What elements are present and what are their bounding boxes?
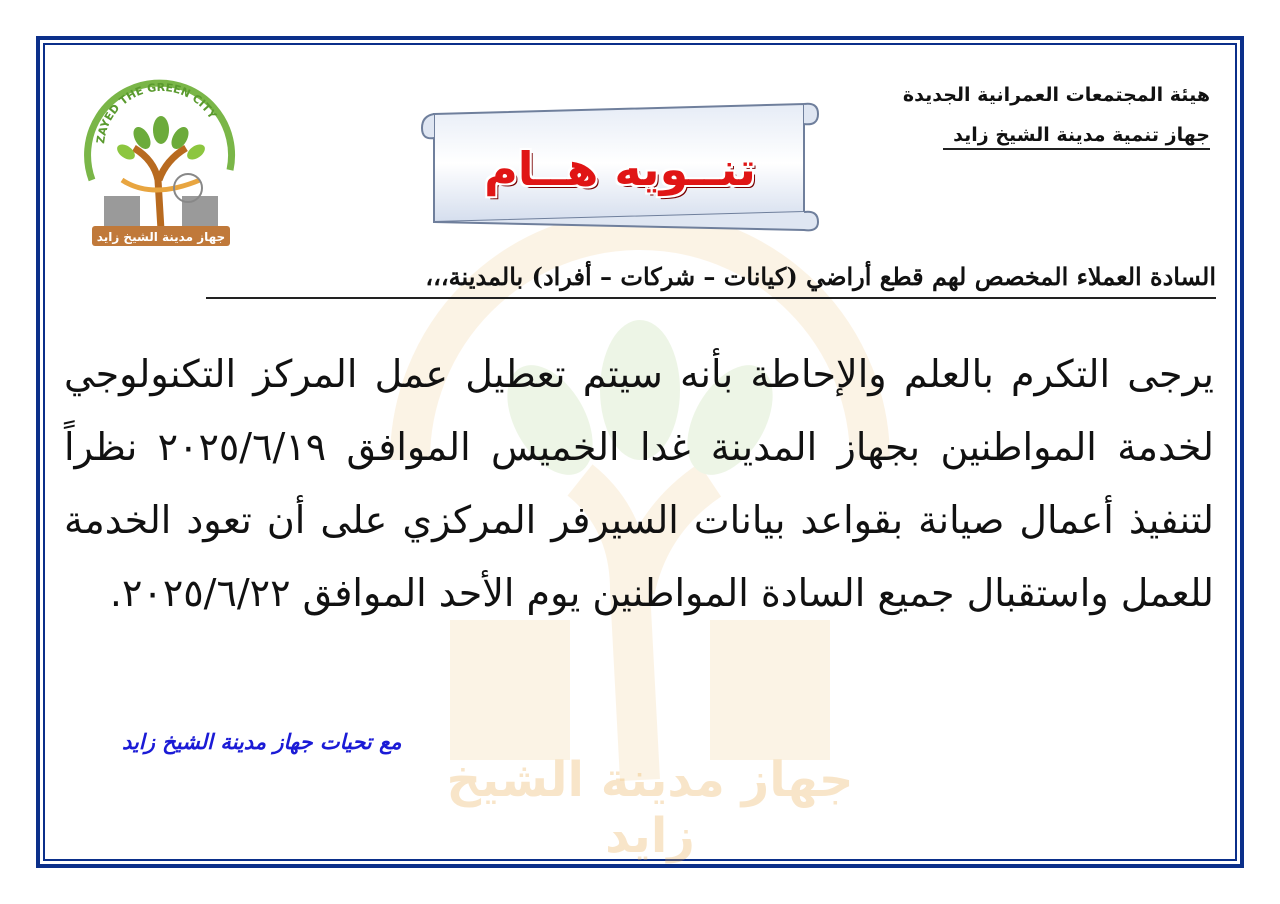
logo-arc-text: ZAYED THE GREEN CITY xyxy=(94,80,219,145)
org-header xyxy=(903,84,1210,150)
notice-title: تنــويه هــام xyxy=(484,142,756,196)
salutation-line: السادة العملاء المخصص لهم قطع أراضي (كيانات – شركات – أفراد) بالمدينة،،، xyxy=(206,262,1216,299)
agency-name: جهاز تنمية مدينة الشيخ زايد xyxy=(943,124,1210,150)
authority-name: هيئة المجتمعات العمرانية الجديدة xyxy=(902,84,1210,106)
logo-caption: جهاز مدينة الشيخ زايد xyxy=(96,230,226,244)
notice-body: يرجى التكرم بالعلم والإحاطة بأنه سيتم تعطيل عمل المركز التكنولوجي لخدمة المواطنين بجهاز المدينة غدا الخميس الموافق ٢٠٢٥/٦/١٩ نظراً لتنفيذ أعمال صيانة بقواعد بيانات السيرفر المركزي على أن تعود الخدمة للعمل واستقبال جميع السادة المواطنين يوم الأحد الموافق ٢٠٢٥/٦/٢٢. xyxy=(64,352,1214,615)
city-logo xyxy=(82,60,240,248)
signature: مع تحيات جهاز مدينة الشيخ زايد xyxy=(122,730,402,754)
watermark-caption: جهاز مدينة الشيخ زايد xyxy=(446,752,854,864)
